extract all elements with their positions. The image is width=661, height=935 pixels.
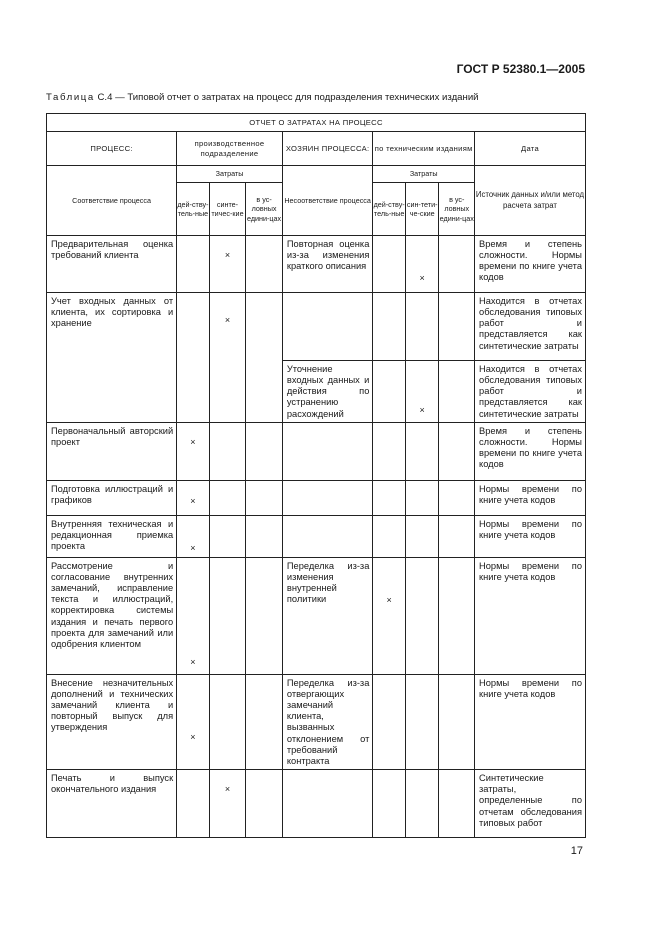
table-row [47, 293, 586, 361]
cross-mark: × [419, 405, 425, 415]
conformance-cell: Печать и выпуск окончательного издания [47, 770, 177, 838]
table-row [47, 770, 586, 838]
conformance-cell: Предварительная оценка требований клиента [47, 236, 177, 293]
conformance-cell: Внутренняя техническая и редакционная приемка проекта [47, 515, 177, 557]
col-conventional: в ус-ловных едини-цах [246, 183, 283, 236]
table-row [47, 480, 586, 515]
process-label: ПРОЦЕСС: [47, 132, 177, 166]
source-cell: Время и степень сложности. Нормы времени по книге учета кодов [475, 236, 586, 293]
col-synthetic-2: син-тети-че-ские [405, 183, 439, 236]
col-actual: дей-ству-тель-ные [177, 183, 210, 236]
caption-prefix: Таблица [46, 92, 95, 103]
cross-mark: × [190, 542, 196, 553]
source-cell: Нормы времени по книге учета кодов [475, 557, 586, 674]
conformance-cell: Учет входных данных от клиента, их сортировка и хранение [47, 293, 177, 423]
date-label: Дата [475, 132, 586, 166]
col-synthetic: синте-тичес-кие [209, 183, 246, 236]
nonconformance-cell: Повторная оценка из-за изменения краткого описания [282, 236, 373, 293]
source-cell: Находится в отчетах обследования типовых работ и представляется как синтетические затраты [475, 361, 586, 423]
col-nonconformance: Несоответствие процесса [282, 166, 373, 236]
page-number: 17 [570, 845, 583, 857]
tech-label: по техническим изданиям [373, 132, 475, 166]
nonconformance-cell: Переделка из-за отвергающих замечаний клиента, вызванных отклонением от требований контракта [282, 674, 373, 769]
table-row [47, 515, 586, 557]
costs-label: Затраты [177, 166, 283, 183]
col-conformance: Соответствие процесса [47, 166, 177, 236]
col-conventional-2: в ус-ловных едини-цах [439, 183, 475, 236]
cross-mark: × [190, 656, 196, 667]
cross-mark: × [190, 731, 196, 742]
cross-mark: × [190, 436, 196, 447]
cross-mark: × [224, 784, 231, 795]
col-source: Источник данных и/или метод расчета затрат [475, 166, 586, 236]
cross-mark: × [386, 594, 392, 605]
nonconformance-cell: Переделка из-за изменения внутренней политики [282, 557, 373, 674]
conformance-cell: Первоначальный авторский проект [47, 422, 177, 480]
cross-mark: × [224, 315, 231, 325]
document-code: ГОСТ Р 52380.1—2005 [456, 62, 585, 76]
nonconformance-cell: Уточнение входных данных и действия по устранению расхождений [282, 361, 373, 423]
source-cell: Нормы времени по книге учета кодов [475, 674, 586, 769]
table-row [47, 236, 586, 293]
source-cell: Нормы времени по книге учета кодов [475, 480, 586, 515]
cross-mark: × [419, 273, 425, 283]
conformance-cell: Рассмотрение и согласование внутренних замечаний, исправление текста и иллюстраций, корректировка системы издания и печать первого проекта для замечаний или одобрения клиентом [47, 557, 177, 674]
source-cell: Время и степень сложности. Нормы времени по книге учета кодов [475, 422, 586, 480]
unit-label: производственное подразделение [177, 132, 283, 166]
conformance-cell: Подготовка иллюстраций и графиков [47, 480, 177, 515]
table-title: ОТЧЕТ О ЗАТРАТАХ НА ПРОЦЕСС [47, 114, 586, 132]
source-cell: Находится в отчетах обследования типовых работ и представляется как синтетические затраты [475, 293, 586, 361]
source-cell: Нормы времени по книге учета кодов [475, 515, 586, 557]
table-row [47, 422, 586, 480]
cross-mark: × [190, 495, 196, 506]
col-actual-2: дей-ству-тель-ные [373, 183, 406, 236]
caption-text: С.4 — Типовой отчет о затратах на процесс для подразделения технических изданий [97, 92, 479, 103]
conformance-cell: Внесение незначительных дополнений и технических замечаний клиента и повторный выпуск для утверждения [47, 674, 177, 769]
table-row [47, 674, 586, 769]
table-caption [46, 92, 479, 103]
table-row [47, 557, 586, 674]
owner-label: ХОЗЯИН ПРОЦЕССА: [282, 132, 373, 166]
cost-report-table [46, 113, 586, 838]
source-cell: Синтетические затраты, определенные по отчетам обследования типовых работ [475, 770, 586, 838]
cross-mark: × [224, 250, 231, 260]
costs-label-2: Затраты [373, 166, 475, 183]
